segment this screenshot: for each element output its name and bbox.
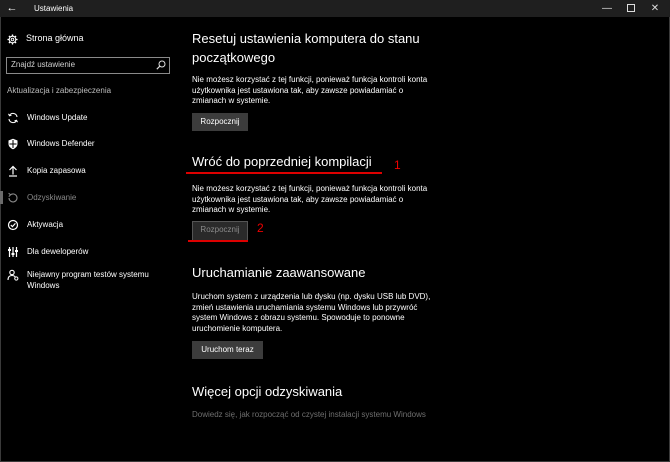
- maximize-button[interactable]: [618, 0, 644, 17]
- restart-now-button[interactable]: Uruchom teraz: [192, 341, 263, 359]
- close-button[interactable]: ✕: [650, 3, 660, 14]
- reset-description: [192, 75, 427, 107]
- sidebar-item-label: Windows Update: [27, 113, 88, 122]
- rollback-start-button[interactable]: Rozpocznij: [192, 221, 248, 241]
- advanced-desc-line4: uruchomienie komputera.: [192, 323, 283, 333]
- backup-arrow-icon: [7, 165, 19, 177]
- sidebar-item-label: Kopia zapasowa: [27, 166, 86, 175]
- search-input[interactable]: [6, 57, 170, 74]
- more-options-title: Więcej opcji odzyskiwania: [192, 384, 343, 399]
- rollback-desc-line1: Nie możesz korzystać z tej funkcji, ponieważ funkcja kontroli konta: [192, 184, 428, 193]
- gear-icon: [7, 34, 18, 45]
- sidebar-item-label-line2: Windows: [27, 281, 60, 290]
- red-annotation-number-2: 2: [257, 221, 264, 235]
- rollback-desc-line3: zmianach w systemie.: [192, 205, 271, 214]
- advanced-desc-line1: Uruchom system z urządzenia lub dysku (np. dysku USB lub DVD),: [192, 292, 431, 301]
- rollback-desc-line2: użytkownika jest ustawiona tak, aby zawsze powiadamiać o: [192, 194, 404, 204]
- sidebar-item-label: Odzyskiwanie: [27, 193, 77, 202]
- sidebar-home-label: Strona główna: [26, 33, 84, 43]
- sidebar-item-label: Aktywacja: [27, 220, 64, 229]
- red-annotation-underline-2: [188, 240, 248, 242]
- activation-icon: [7, 219, 19, 231]
- red-annotation-underline-1: [186, 172, 382, 174]
- recovery-icon: [7, 192, 19, 204]
- reset-title-line1: Resetuj ustawienia komputera do stanu: [192, 31, 420, 46]
- maximize-icon: [627, 4, 635, 12]
- sidebar-item-label: Niejawny program testów systemu: [27, 270, 149, 279]
- advanced-startup-description: [192, 292, 430, 334]
- section-label: Aktualizacja i zabezpieczenia: [7, 86, 112, 95]
- reset-start-button[interactable]: Rozpocznij: [192, 113, 248, 131]
- back-button[interactable]: ←: [6, 2, 18, 14]
- active-indicator: [0, 191, 3, 204]
- reset-desc-line1: Nie możesz korzystać z tej funkcji, ponieważ funkcja kontroli konta: [192, 75, 428, 84]
- search-icon[interactable]: [156, 60, 166, 70]
- clean-install-link[interactable]: Dowiedz się, jak rozpocząć od czystej instalacji systemu Windows: [192, 410, 426, 419]
- sidebar-item-label: Windows Defender: [27, 139, 95, 148]
- shield-icon: [7, 138, 19, 150]
- red-annotation-number-1: 1: [394, 158, 401, 172]
- sidebar-item-label: Dla deweloperów: [27, 247, 89, 256]
- advanced-desc-line2: zmień ustawienia uruchamiania systemu Windows lub przywróć: [192, 302, 418, 312]
- advanced-startup-title: Uruchamianie zaawansowane: [192, 265, 366, 280]
- sync-icon: [7, 112, 19, 124]
- title-bar: [0, 0, 670, 17]
- minimize-button[interactable]: —: [602, 3, 612, 14]
- rollback-title: Wróć do poprzedniej kompilacji: [192, 154, 372, 169]
- insider-icon: [7, 269, 19, 281]
- reset-desc-line3: zmianach w systemie.: [192, 96, 271, 105]
- search-placeholder: Znajdź ustawienie: [11, 60, 76, 69]
- reset-desc-line2: użytkownika jest ustawiona tak, aby zawsze powiadamiać o: [192, 85, 404, 95]
- developer-icon: [7, 246, 19, 258]
- window-title: Ustawienia: [34, 4, 74, 13]
- rollback-description: [192, 184, 427, 216]
- advanced-desc-line3: system Windows z obrazu systemu. Spowoduje to ponowne: [192, 313, 405, 322]
- reset-title-line2: początkowego: [192, 50, 276, 65]
